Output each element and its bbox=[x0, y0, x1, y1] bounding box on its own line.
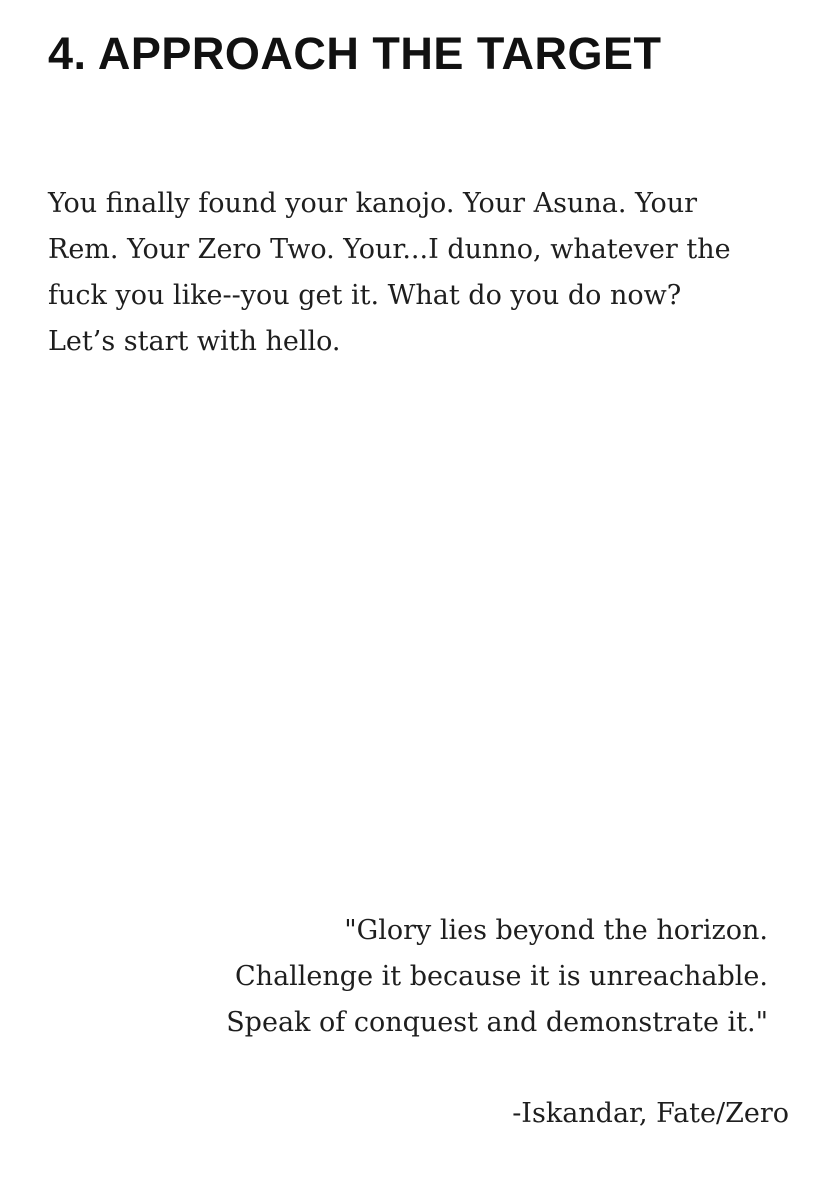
quote-line: "Glory lies beyond the horizon. bbox=[344, 915, 768, 946]
quote-line: Challenge it because it is unreachable. bbox=[235, 961, 768, 992]
quote-line: Speak of conquest and demonstrate it." bbox=[226, 1007, 768, 1038]
intro-paragraph bbox=[48, 181, 788, 365]
intro-line: Rem. Your Zero Two. Your...I dunno, whatever the bbox=[48, 234, 731, 265]
epigraph-quote bbox=[226, 908, 768, 1046]
intro-line: fuck you like--you get it. What do you do now? bbox=[48, 280, 682, 311]
quote-attribution: -Iskandar, Fate/Zero bbox=[512, 1098, 789, 1129]
intro-line: You finally found your kanojo. Your Asuna. Your bbox=[48, 188, 698, 219]
intro-line: Let’s start with hello. bbox=[48, 326, 341, 357]
chapter-title: 4. APPROACH THE TARGET bbox=[48, 28, 662, 79]
